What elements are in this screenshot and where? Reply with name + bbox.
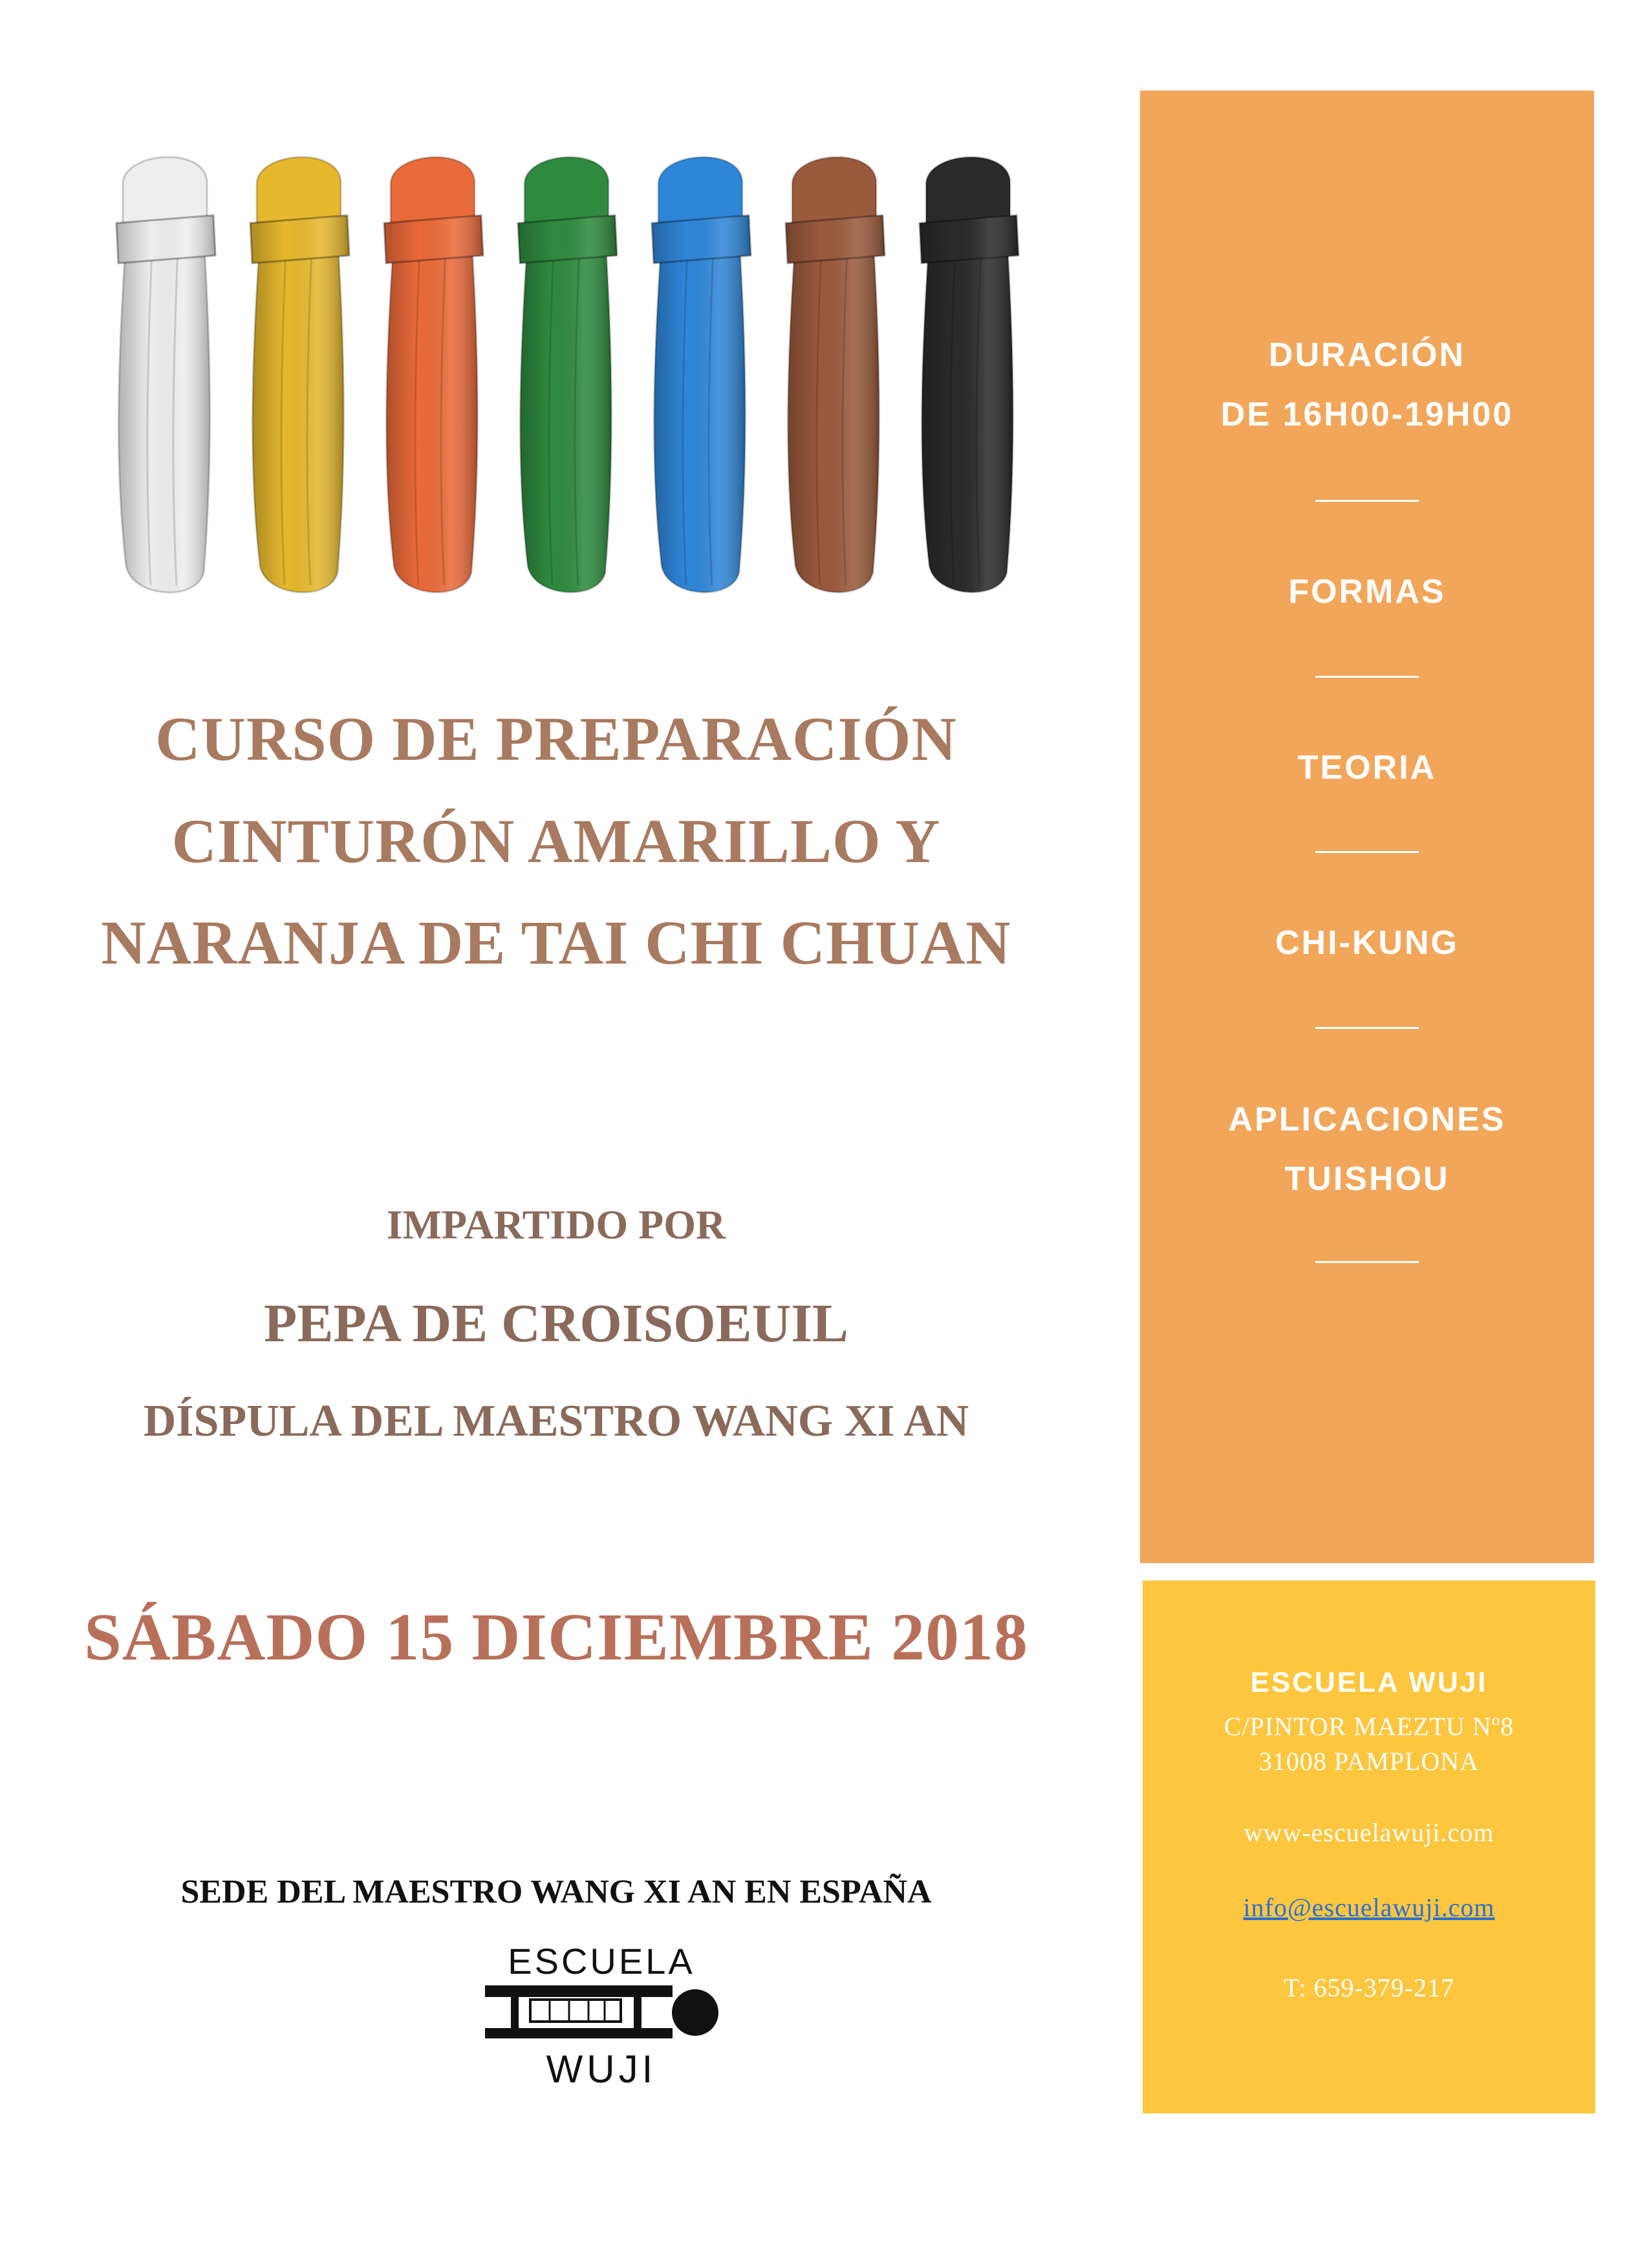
- separator: [1315, 676, 1419, 678]
- topic-aplicaciones: APLICACIONES: [1228, 1101, 1506, 1138]
- belt-3: [384, 157, 483, 592]
- website-link[interactable]: www-escuelawuji.com: [1244, 1818, 1494, 1847]
- belt-2: [250, 157, 349, 592]
- course-title-3: [26, 908, 1086, 977]
- logo-bottom-text: WUJI: [546, 2047, 657, 2091]
- title-line-2: CINTURÓN AMARILLO Y: [171, 806, 941, 876]
- address-line-2: 31008 PAMPLONA: [1258, 1747, 1480, 1776]
- escuela-wuji-logo: [472, 1940, 731, 2095]
- logo-mark: [472, 1940, 731, 2095]
- logo-top-text: ESCUELA: [508, 1941, 695, 1982]
- belt-7: [920, 157, 1018, 592]
- title-line-1: CURSO DE PREPARACIÓN: [155, 704, 957, 773]
- sede-text: SEDE DEL MAESTRO WANG XI AN EN ESPAÑA: [180, 1874, 932, 1910]
- phone-number: T: 659-379-217: [1283, 1973, 1455, 2002]
- course-title-2: [26, 806, 1086, 876]
- topic-tuishou: TUISHOU: [1284, 1160, 1450, 1198]
- address-line-1: C/PINTOR MAEZTU Nº8: [1223, 1712, 1514, 1741]
- taught-by-label: IMPARTIDO POR: [386, 1202, 726, 1247]
- topic-formas: FORMAS: [1288, 573, 1446, 610]
- topic-chi-kung: CHI-KUNG: [1275, 924, 1459, 962]
- duration-label: DURACIÓN: [1268, 336, 1466, 374]
- belt-6: [786, 157, 885, 592]
- contact-panel: [1143, 1581, 1595, 2113]
- belt-1: [116, 157, 215, 592]
- separator: [1315, 851, 1419, 853]
- separator: [1315, 1027, 1419, 1029]
- course-title: [26, 704, 1086, 773]
- instructor-role: DÍSPULA DEL MAESTRO WANG XI AN: [143, 1396, 969, 1446]
- belts-illustration: [107, 146, 1038, 618]
- instructor-name: PEPA DE CROISOEUIL: [264, 1293, 848, 1354]
- title-line-3: NARANJA DE TAI CHI CHUAN: [101, 908, 1011, 977]
- duration-value: DE 16H00-19H00: [1220, 396, 1514, 433]
- topic-teoria: TEORIA: [1297, 749, 1437, 786]
- schedule-panel: [1140, 91, 1594, 1563]
- school-name: ESCUELA WUJI: [1250, 1667, 1488, 1698]
- belt-4: [518, 157, 617, 592]
- event-date: SÁBADO 15 DICIEMBRE 2018: [84, 1600, 1028, 1674]
- separator: [1315, 500, 1419, 502]
- belt-5: [652, 157, 751, 592]
- separator: [1315, 1261, 1419, 1263]
- email-link[interactable]: info@escuelawuji.com: [1243, 1893, 1495, 1922]
